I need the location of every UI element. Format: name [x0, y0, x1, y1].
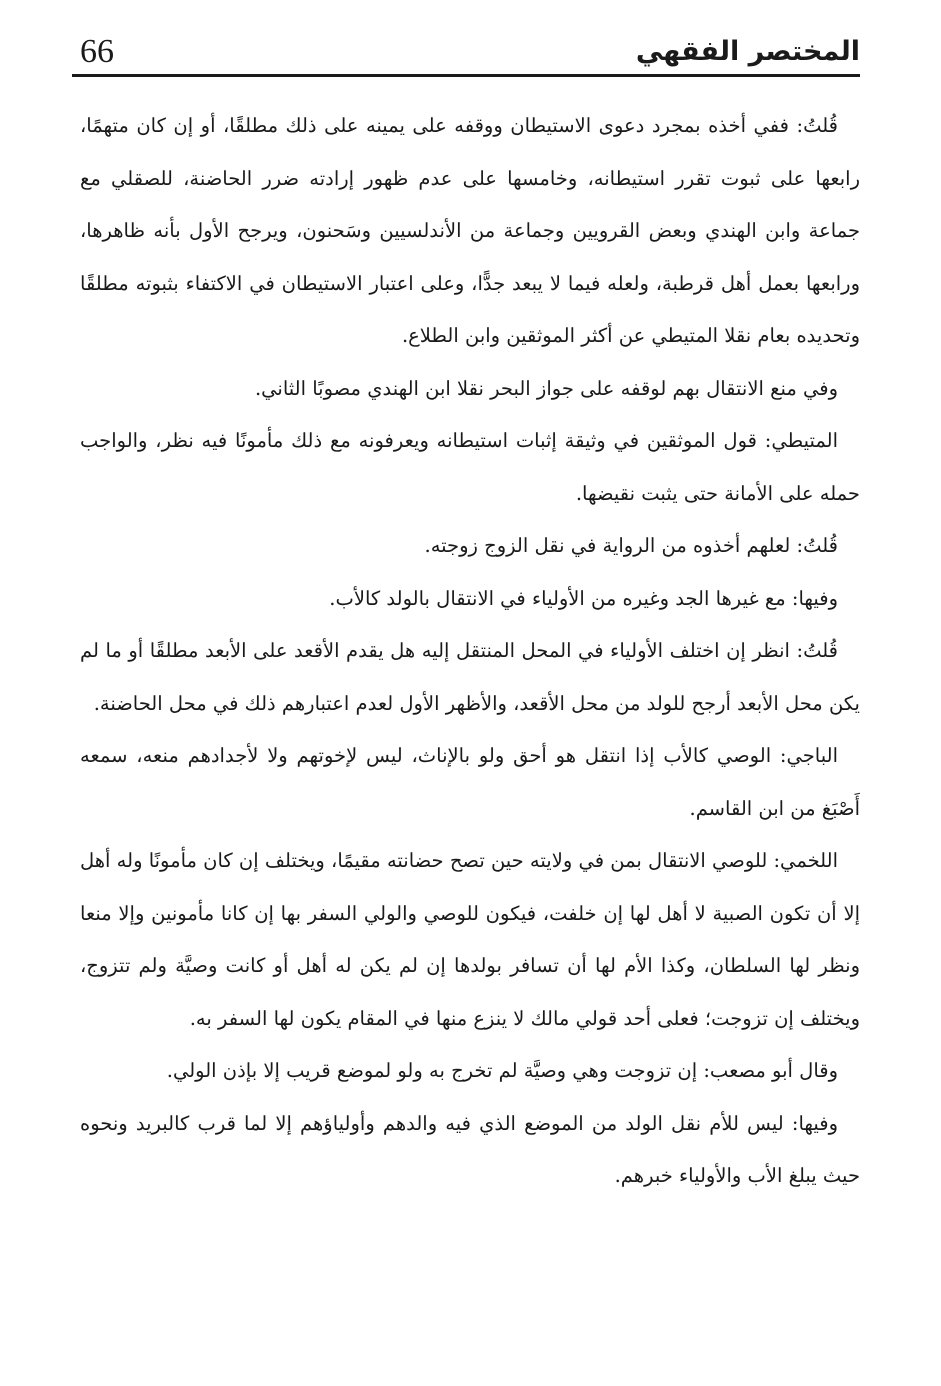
paragraph: وفي منع الانتقال بهم لوقفه على جواز البحر نقلا ابن الهندي مصوبًا الثاني. [254, 376, 838, 400]
paragraph: وفيها: ليس للأم نقل الولد من الموضع الذي فيه والدهم وأولياؤهم إلا لما قرب كالبريد ونحوه حيث يبلغ الأب والأولياء خبرهم. [80, 1111, 860, 1187]
paragraph: الباجي: الوصي كالأب إذا انتقل هو أحق ولو بالإناث، ليس لإخوتهم ولا لأجدادهم منعه، سمعه أَصْبَغ من ابن القاسم. [80, 744, 860, 820]
paragraph: قُلتُ: لعلهم أخذوه من الرواية في نقل الزوج زوجته. [424, 534, 838, 557]
paragraph: اللخمي: للوصي الانتقال بمن في ولايته حين تصح حضانته مقيمًا، ويختلف إن كان مأمونًا وله أهل إلا أن تكون الصبية لا أهل لها إن خلفت، فيكون للوصي والولي السفر بها إن كانا مأمونين وإلا منعا ونظر لها السلطان، وكذا الأم لها أن تسافر بولدها إن لم يكن له أهل أو كانت وصيَّة ولم تتزوج، ويختلف إن تزوجت؛ فعلى أحد قولي مالك لا ينزع منها في المقام يكون لها السفر به. [80, 849, 860, 1030]
page-number: 66 [80, 33, 114, 70]
running-title: المختصر الفقهي [635, 36, 860, 67]
paragraph: المتيطي: قول الموثقين في وثيقة إثبات استيطانه ويعرفونه مع ذلك مأمونًا فيه نظر، والواجب حمله على الأمانة حتى يثبت نقيضها. [80, 429, 860, 505]
paragraph: قُلتُ: ففي أخذه بمجرد دعوى الاستيطان ووقفه على يمينه على ذلك مطلقًا، أو إن كان متهمًا، رابعها على ثبوت تقرر استيطانه، وخامسها على عدم ظهور إرادته ضرر الحاضنة، للصقلي مع جماعة وابن الهندي وبعض القرويين وجماعة من الأندلسيين وسَحنون، ويرجح الأول بأنه ظاهرها، ورابعها بعمل أهل قرطبة، ولعله فيما لا يبعد جدًّا، وعلى اعتبار الاستيطان في الاكتفاء بثبوته مطلقًا وتحديده بعام نقلا المتيطي عن أكثر الموثقين وابن الطلاع. [80, 114, 860, 347]
paragraph: وفيها: مع غيرها الجد وغيره من الأولياء في الانتقال بالولد كالأب. [329, 586, 838, 610]
paragraph: وقال أبو مصعب: إن تزوجت وهي وصيَّة لم تخرج به ولو لموضع قريب إلا بإذن الولي. [166, 1059, 838, 1082]
header-rule [72, 74, 860, 77]
paragraph: قُلتُ: انظر إن اختلف الأولياء في المحل المنتقل إليه هل يقدم الأقعد على الأبعد مطلقًا أو ما لم يكن محل الأبعد أرجح للولد من محل الأقعد، والأظهر الأول لعدم اعتبارهم ذلك في محل الحاضنة. [80, 639, 860, 715]
body-text [80, 100, 860, 1203]
page-header [72, 30, 860, 74]
